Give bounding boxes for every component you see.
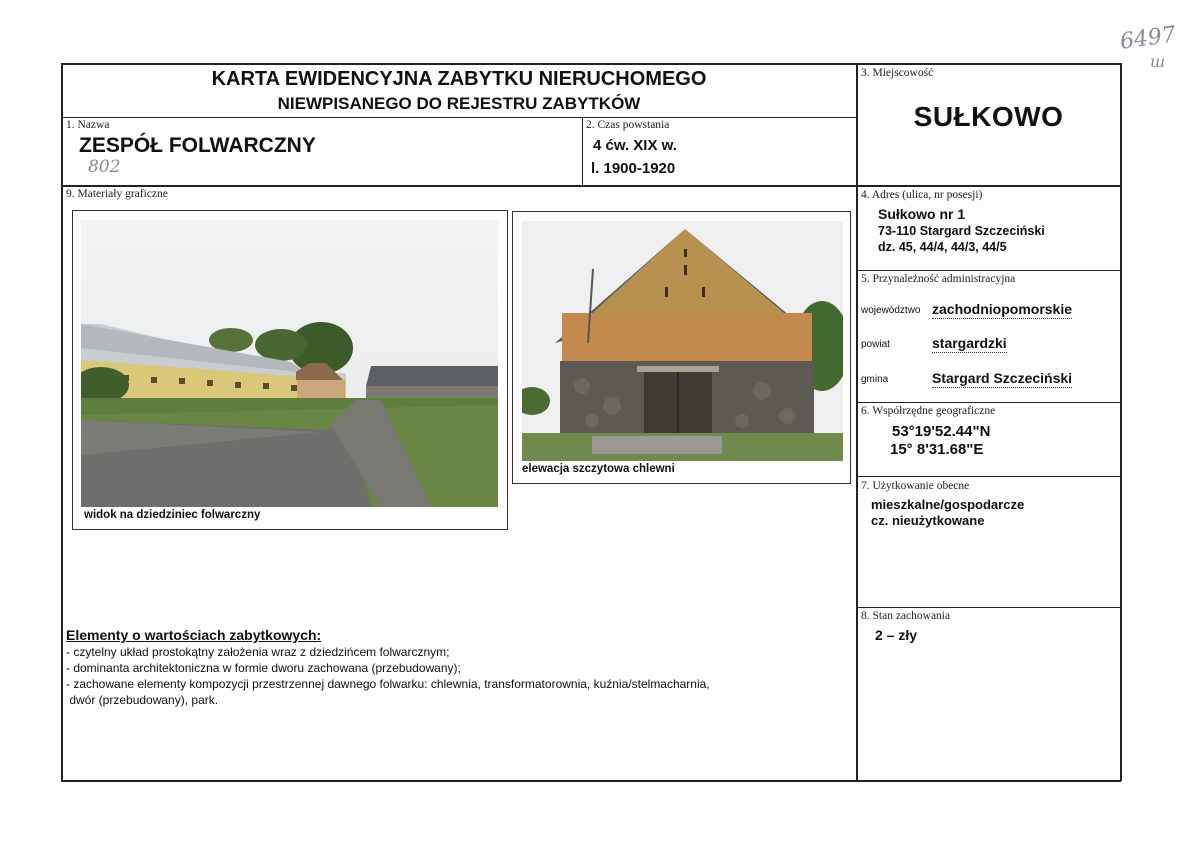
usage-line-2: cz. nieużytkowane [871, 513, 985, 528]
locality-value: SUŁKOWO [913, 101, 1064, 132]
condition-label: 8. Stan zachowania [861, 610, 951, 622]
pigsty-photo-image [522, 221, 843, 461]
admin-key-voivodeship: województwo [861, 305, 921, 316]
name-handwritten-number: 802 [88, 157, 121, 177]
name-value: ZESPÓŁ FOLWARCZNY [79, 134, 316, 157]
values-item-3: - zachowane elementy kompozycji przestrzennej dawnego folwarku: chlewnia, transformatorownia, kuźnia/stelmacharnia, [66, 677, 710, 691]
date-label: 2. Czas powstania [586, 119, 670, 131]
courtyard-photo-image [81, 220, 498, 507]
values-heading: Elementy o wartościach zabytkowych: [66, 627, 322, 643]
values-item-4: dwór (przebudowany), park. [66, 693, 219, 707]
photo-1-caption: widok na dziedziniec folwarczny [84, 509, 261, 521]
card-subtitle: NIEWPISANEGO DO REJESTRU ZABYTKÓW [277, 94, 641, 113]
admin-value-commune: Stargard Szczeciński [932, 370, 1073, 386]
address-line-1: Sułkowo nr 1 [878, 206, 966, 222]
admin-value-county: stargardzki [932, 335, 1007, 351]
admin-key-commune: gmina [861, 374, 889, 385]
name-label: 1. Nazwa [66, 119, 110, 131]
coords-label: 6. Współrzędne geograficzne [861, 405, 996, 417]
date-value-1: 4 ćw. XIX w. [593, 137, 677, 154]
admin-value-voivodeship: zachodniopomorskie [932, 301, 1073, 317]
date-value-2: l. 1900-1920 [591, 160, 676, 177]
coords-longitude: 15° 8'31.68"E [890, 441, 984, 458]
courtyard-photo [81, 220, 498, 507]
values-item-1: - czytelny układ prostokątny założenia wraz z dziedzińcem folwarcznym; [66, 645, 450, 659]
archive-initials-handwritten: ш [1150, 52, 1166, 71]
values-item-2: - dominanta architektoniczna w formie dworu zachowana (przebudowany); [66, 661, 461, 675]
address-line-3: dz. 45, 44/4, 44/3, 44/5 [878, 240, 1007, 254]
condition-value: 2 – zły [875, 627, 918, 643]
admin-label: 5. Przynależność administracyjna [861, 273, 1016, 285]
pigsty-gable-photo [522, 221, 843, 461]
admin-key-county: powiat [861, 339, 890, 350]
usage-line-1: mieszkalne/gospodarcze [871, 497, 1025, 512]
graphics-label: 9. Materiały graficzne [66, 188, 168, 200]
usage-label: 7. Użytkowanie obecne [861, 480, 970, 492]
photo-2-caption: elewacja szczytowa chlewni [522, 463, 675, 475]
archive-number-handwritten: 6497 [1118, 22, 1178, 55]
address-line-2: 73-110 Stargard Szczeciński [878, 224, 1045, 238]
card-title: KARTA EWIDENCYJNA ZABYTKU NIERUCHOMEGO [211, 68, 707, 90]
coords-latitude: 53°19'52.44"N [892, 423, 991, 440]
address-label: 4. Adres (ulica, nr posesji) [861, 189, 983, 201]
locality-label: 3. Miejscowość [861, 67, 934, 79]
